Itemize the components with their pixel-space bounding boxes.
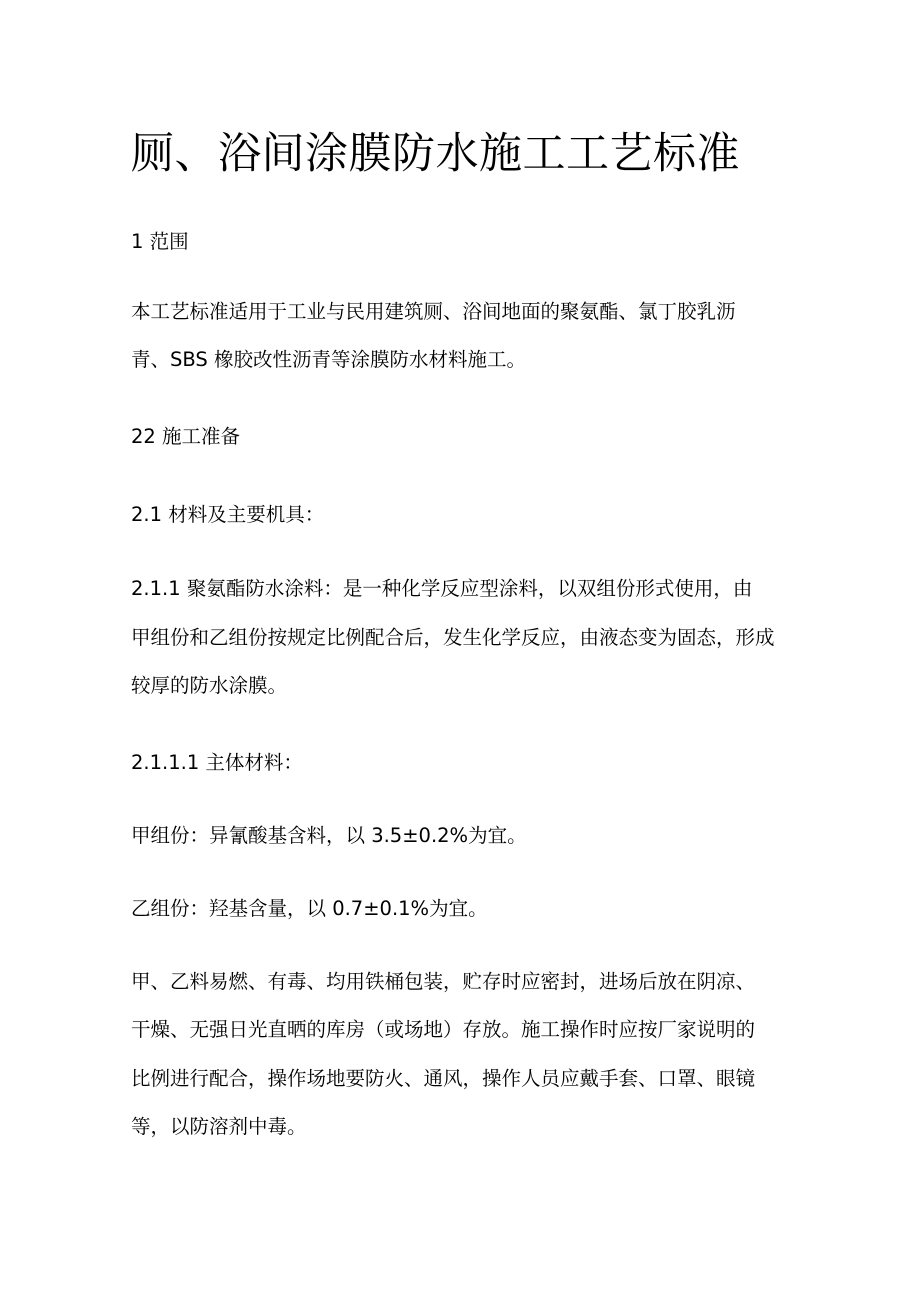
paragraph-scope-line-2: 青、SBS 橡胶改性沥青等涂膜防水材料施工。 [131, 348, 526, 371]
paragraph-storage-line-4: 等，以防溶剂中毒。 [131, 1115, 307, 1138]
section-heading-materials: 2.1 材料及主要机具： [131, 503, 325, 526]
document-title: 厕、浴间涂膜防水施工工艺标准 [131, 129, 740, 179]
paragraph-component-b: 乙组份：羟基含量，以 0.7±0.1%为宜。 [131, 897, 488, 920]
paragraph-scope-line-1: 本工艺标准适用于工业与民用建筑厕、浴间地面的聚氨酯、氯丁胶乳沥 [131, 300, 736, 323]
paragraph-storage-line-1: 甲、乙料易燃、有毒、均用铁桶包装，贮存时应密封，进场后放在阴凉、 [131, 970, 756, 993]
paragraph-polyurethane-line-2: 甲组份和乙组份按规定比例配合后，发生化学反应，由液态变为固态，形成 [131, 626, 775, 649]
paragraph-polyurethane-line-1: 2.1.1 聚氨酯防水涂料：是一种化学反应型涂料，以双组份形式使用，由 [131, 577, 753, 600]
paragraph-storage-line-2: 干燥、无强日光直晒的库房（或场地）存放。施工操作时应按厂家说明的 [131, 1018, 756, 1041]
paragraph-storage-line-3: 比例进行配合，操作场地要防火、通风，操作人员应戴手套、口罩、眼镜 [131, 1067, 756, 1090]
paragraph-component-a: 甲组份：异氰酸基含料，以 3.5±0.2%为宜。 [131, 824, 527, 847]
section-heading-scope: 1 范围 [131, 230, 189, 253]
section-heading-main-materials: 2.1.1.1 主体材料： [131, 751, 303, 774]
paragraph-polyurethane-line-3: 较厚的防水涂膜。 [131, 674, 288, 697]
section-heading-preparation: 22 施工准备 [131, 425, 241, 448]
